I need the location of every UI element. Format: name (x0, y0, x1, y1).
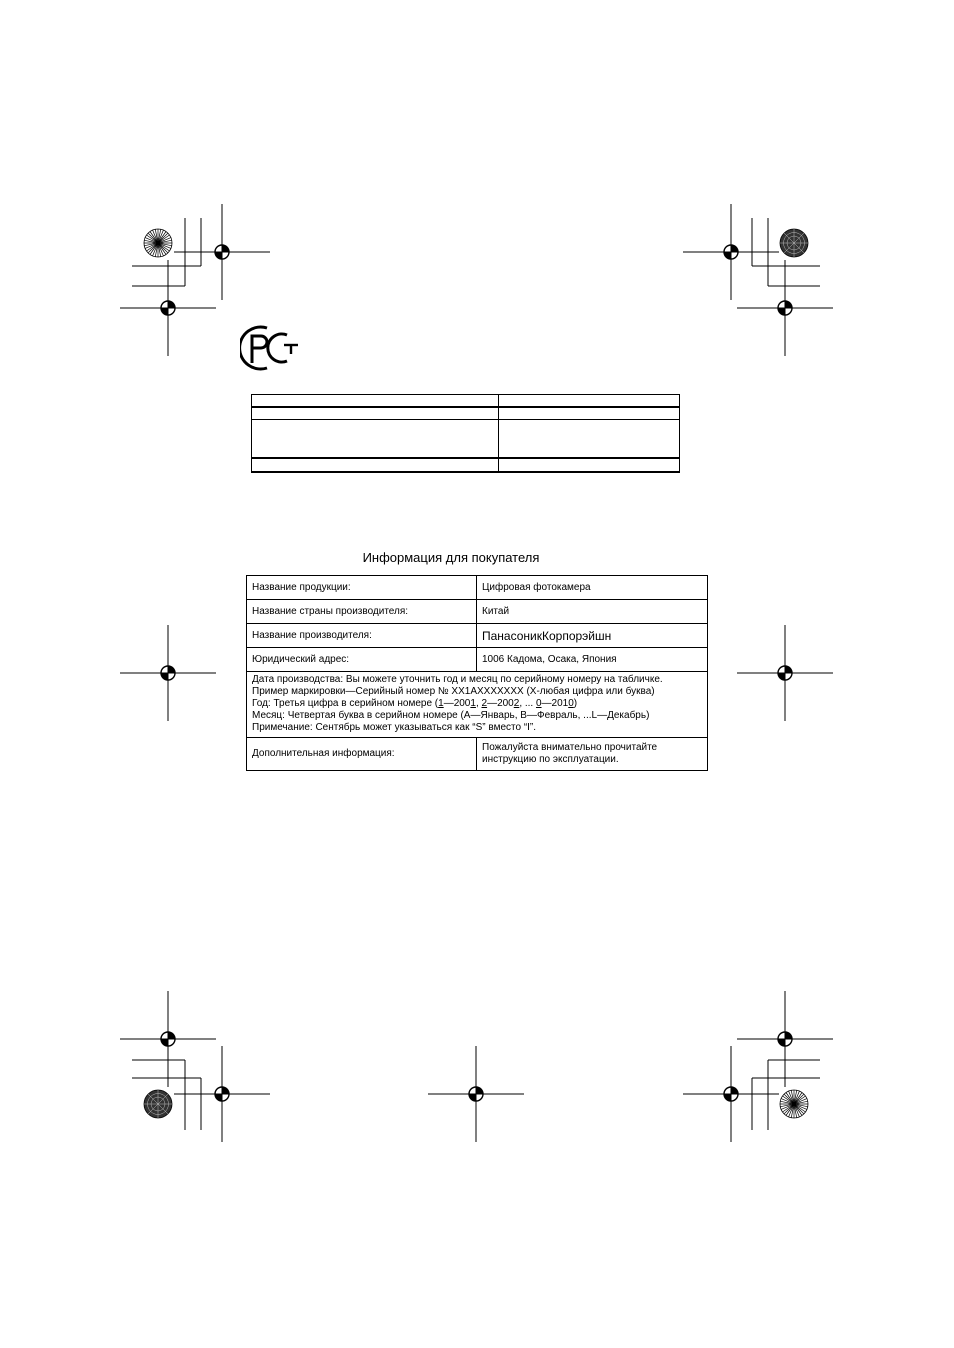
crosshair-icon (428, 1046, 524, 1142)
address-value: 1006 Кадома, Осака, Япония (477, 648, 708, 672)
crosshair-icon (737, 260, 833, 356)
table-row (252, 420, 680, 459)
crosshair-icon (120, 625, 216, 721)
crosshair-icon (174, 204, 270, 300)
address-label: Юридический адрес: (247, 648, 477, 672)
table-row (252, 458, 680, 472)
table-row (252, 395, 680, 408)
star-target-icon (144, 229, 172, 257)
rst-certification-mark-icon (240, 323, 304, 373)
table-row (252, 407, 680, 420)
dark-target-icon (780, 229, 808, 257)
crosshair-icon (737, 991, 833, 1087)
table-row (247, 672, 708, 738)
star-target-icon (780, 1090, 808, 1118)
buyer-info-table (246, 575, 708, 771)
dark-target-icon (144, 1090, 172, 1118)
table-row (247, 600, 708, 624)
product-name-value: Цифровая фотокамера (477, 576, 708, 600)
table-row (247, 624, 708, 648)
production-date-note (247, 672, 708, 738)
country-value: Китай (477, 600, 708, 624)
blank-spec-table (251, 394, 680, 473)
crosshair-icon (120, 260, 216, 356)
note-line: Пример маркировки—Серийный номер № XX1AXXXXXXX (X-любая цифра или буква) (252, 686, 655, 697)
crosshair-icon (120, 991, 216, 1087)
manufacturer-value: ПанасоникКорпорэйшн (477, 624, 708, 648)
product-name-label: Название продукции: (247, 576, 477, 600)
crosshair-icon (683, 1046, 779, 1142)
extra-info-label: Дополнительная информация: (247, 738, 477, 771)
crosshair-icon (737, 625, 833, 721)
country-label: Название страны производителя: (247, 600, 477, 624)
table-row (247, 738, 708, 771)
table-row (247, 648, 708, 672)
note-line: Примечание: Сентябрь может указываться как “S” вместо “I”. (252, 722, 537, 733)
buyer-info-title: Информация для покупателя (362, 550, 540, 565)
extra-info-value: Пожалуйста внимательно прочитайте инструкцию по эксплуатации. (477, 738, 708, 771)
manufacturer-label: Название производителя: (247, 624, 477, 648)
crosshair-icon (174, 1046, 270, 1142)
crosshair-icon (683, 204, 779, 300)
table-row (247, 576, 708, 600)
note-line: Дата производства: Вы можете уточнить год и месяц по серийному номеру на табличке. (252, 674, 663, 685)
note-line: Месяц: Четвертая буква в серийном номере (A—Январь, B—Февраль, ...L—Декабрь) (252, 710, 650, 721)
note-line-year: Год: Третья цифра в серийном номере (1—2001, 2—2002, ... 0—2010) (252, 698, 578, 709)
